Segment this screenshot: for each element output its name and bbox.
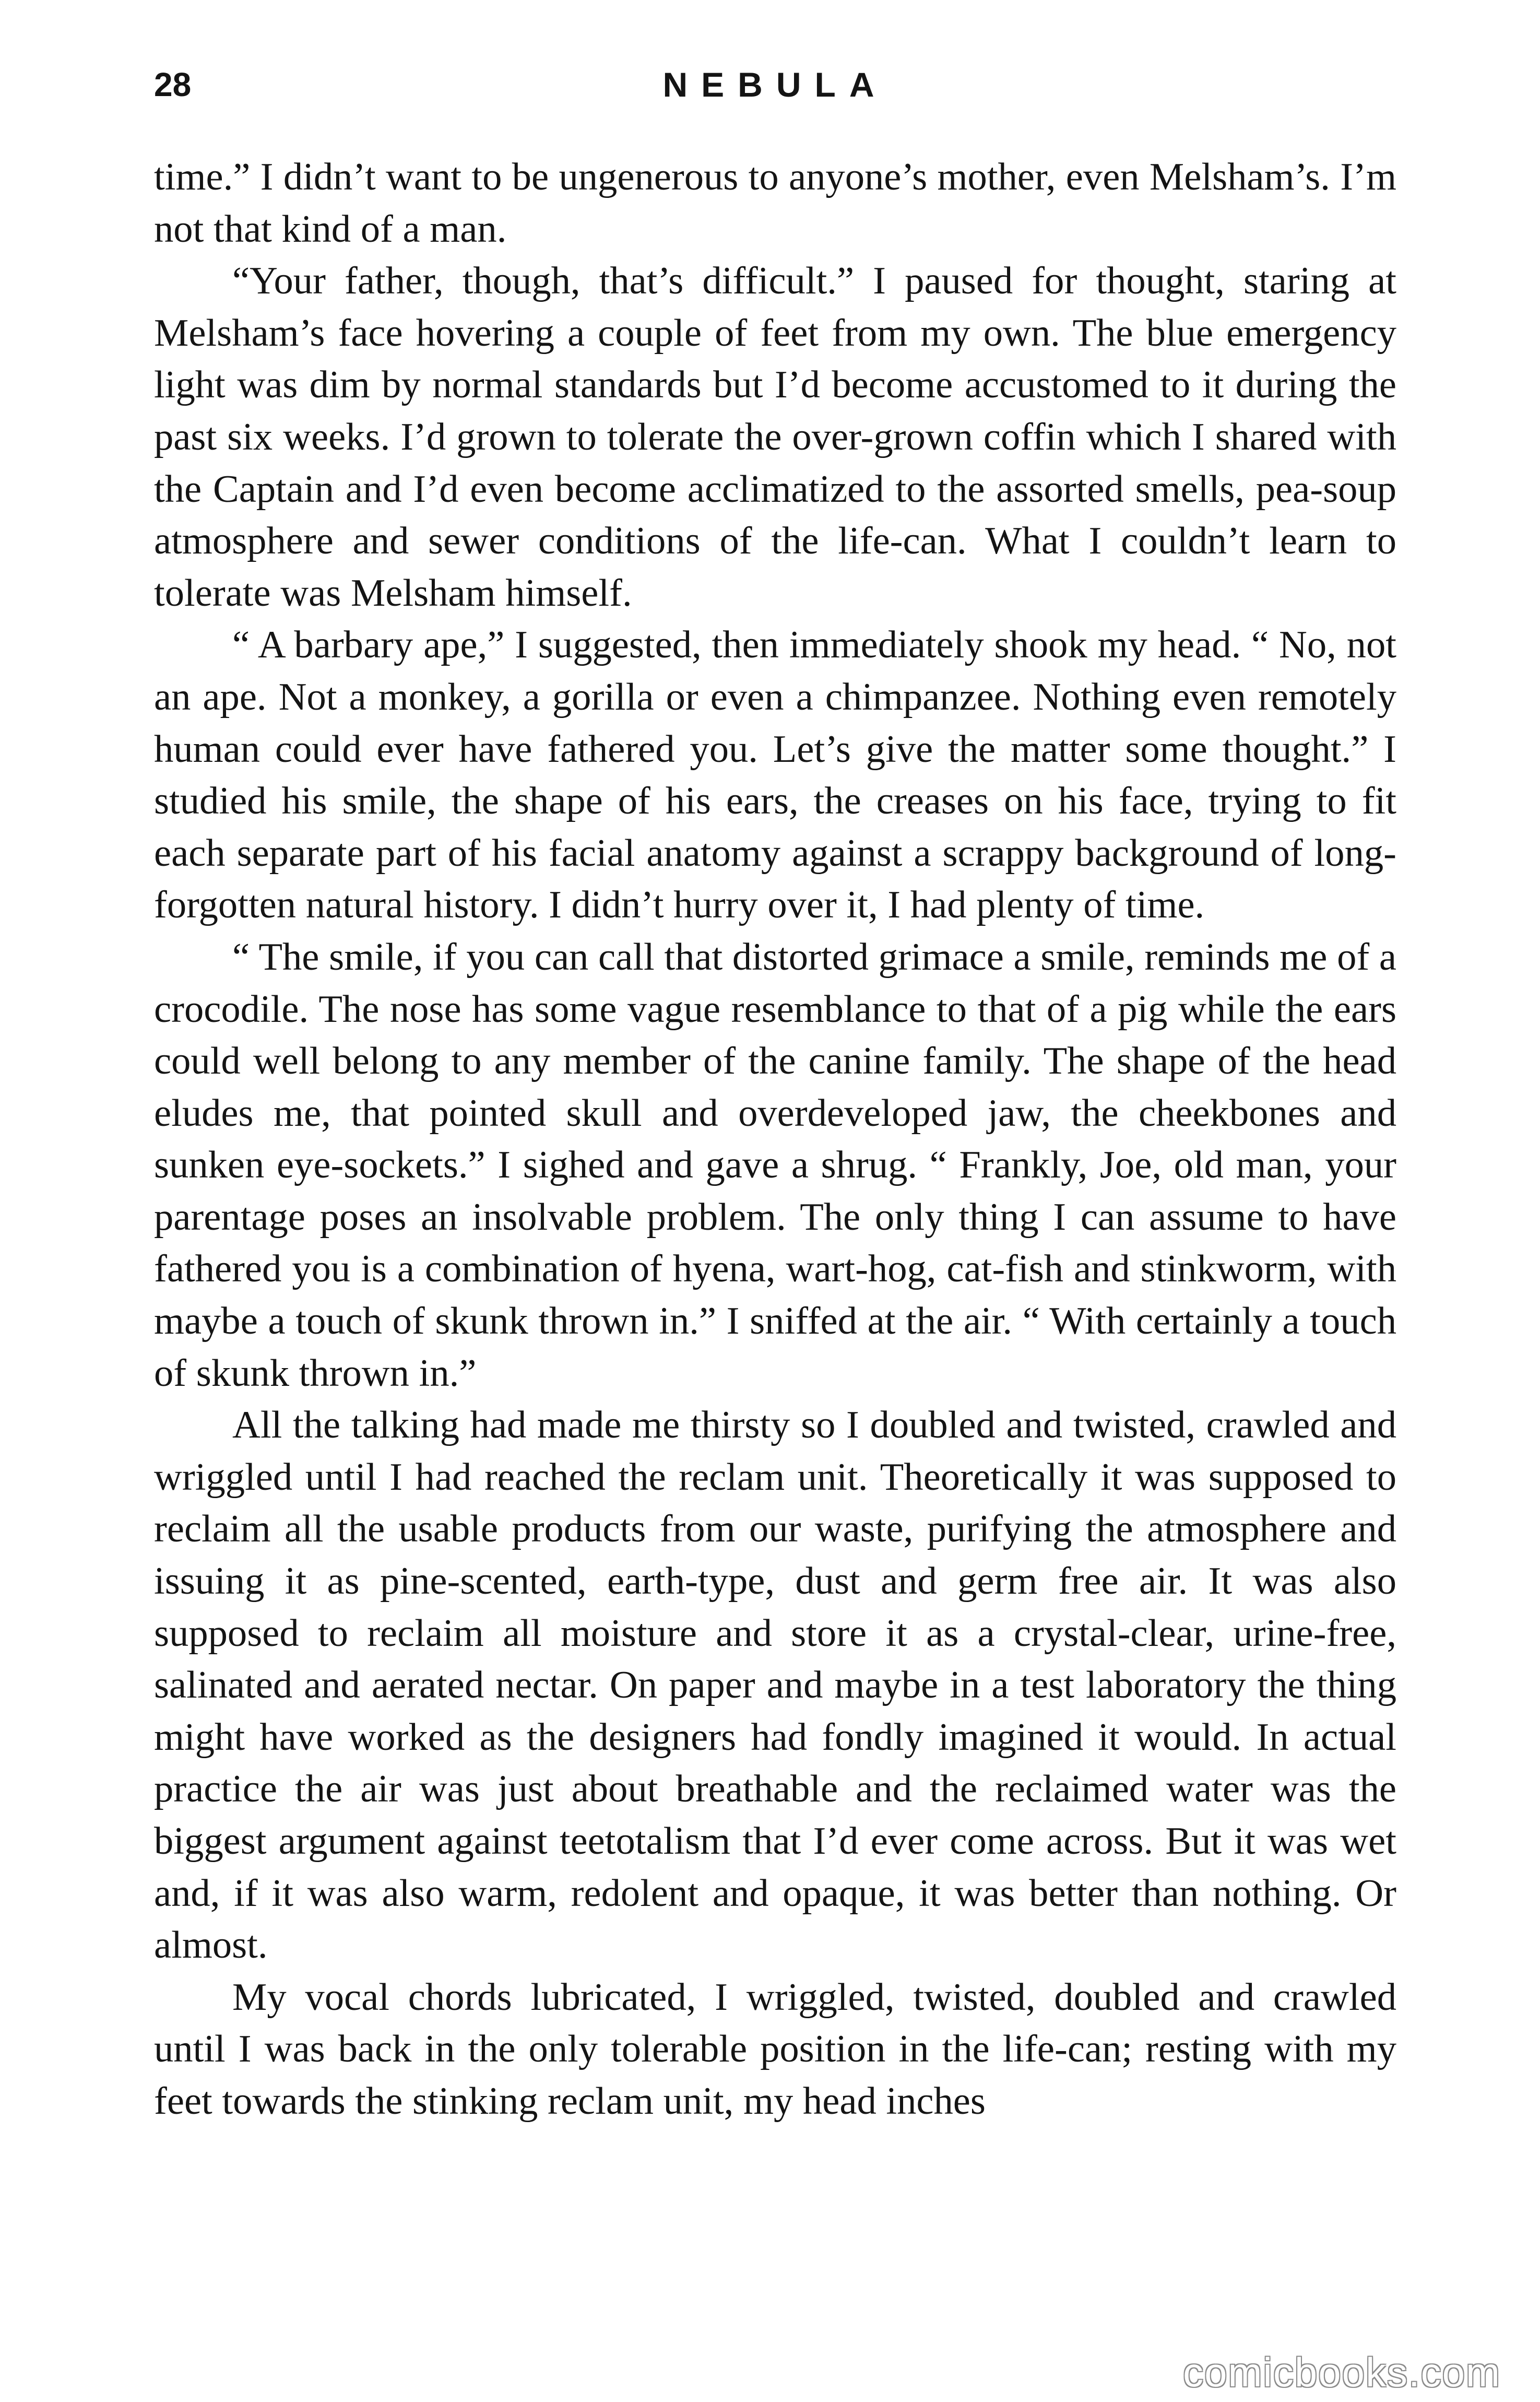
running-title: NEBULA (662, 65, 888, 104)
running-head (154, 57, 1396, 125)
paragraph: “ The smile, if you can call that distorted grimace a smile, reminds me of a crocodile. The nose has some vague resemblance to that of a pig while the ears could well belong to any member of the canine family. The shape of the head eludes me, that pointed skull and overdeveloped jaw, the cheekbones and sunken eye-sockets.” I sighed and gave a shrug. “ Frankly, Joe, old man, your parentage poses an insolvable problem. The only thing I can assume to have fathered you is a combination of hyena, wart-hog, cat-fish and stinkworm, with maybe a touch of skunk thrown in.” I sniffed at the air. “ With certainly a touch of skunk thrown in.” (154, 935, 1396, 1395)
page-number: 28 (154, 66, 192, 103)
paragraph-continued: time.” I didn’t want to be ungenerous to anyone’s mother, even Melsham’s. I’m not that kind of a man. (154, 156, 1396, 251)
paragraph: “ A barbary ape,” I suggested, then immediately shook my head. “ No, not an ape. Not a monkey, a gorilla or even a chimpanzee. Nothing even remotely human could ever have fathered you. Let’s give the matter some thought.” I studied his smile, the shape of his ears, the creases on his face, trying to fit each separate part of his facial anatomy against a scrappy background of long-forgotten natural history. I didn’t hurry over it, I had plenty of time. (154, 623, 1396, 927)
watermark: comicbooks.com (1183, 2349, 1501, 2395)
body-text (154, 151, 1396, 2128)
paragraph: My vocal chords lubricated, I wriggled, twisted, doubled and crawled until I was back in the only tolerable position in the life-can; resting with my feet towards the stinking reclam unit, my head inches (154, 1975, 1396, 2123)
paragraph: All the talking had made me thirsty so I doubled and twisted, crawled and wriggled until I had reached the reclam unit. Theoretically it was supposed to reclaim all the usable products from our waste, purifying the atmosphere and issuing it as pine-scented, earth-type, dust and germ free air. It was also supposed to reclaim all moisture and store it as a crystal-clear, urine-free, salinated and aerated nectar. On paper and maybe in a test laboratory the thing might have worked as the designers had fondly imagined it would. In actual practice the air was just about breathable and the reclaimed water was the biggest argument against teetotalism that I’d ever come across. But it was wet and, if it was also warm, redolent and opaque, it was better than nothing. Or almost. (154, 1404, 1396, 1967)
paragraph: “Your father, though, that’s difficult.” I paused for thought, staring at Melsham’s face hovering a couple of feet from my own. The blue emergency light was dim by normal standards but I’d become accustomed to it during the past six weeks. I’d grown to tolerate the over-grown coffin which I shared with the Captain and I’d even become acclimatized to the assorted smells, pea-soup atmosphere and sewer conditions of the life-can. What I couldn’t learn to tolerate was Melsham himself. (154, 260, 1396, 615)
book-page (154, 57, 1396, 2128)
